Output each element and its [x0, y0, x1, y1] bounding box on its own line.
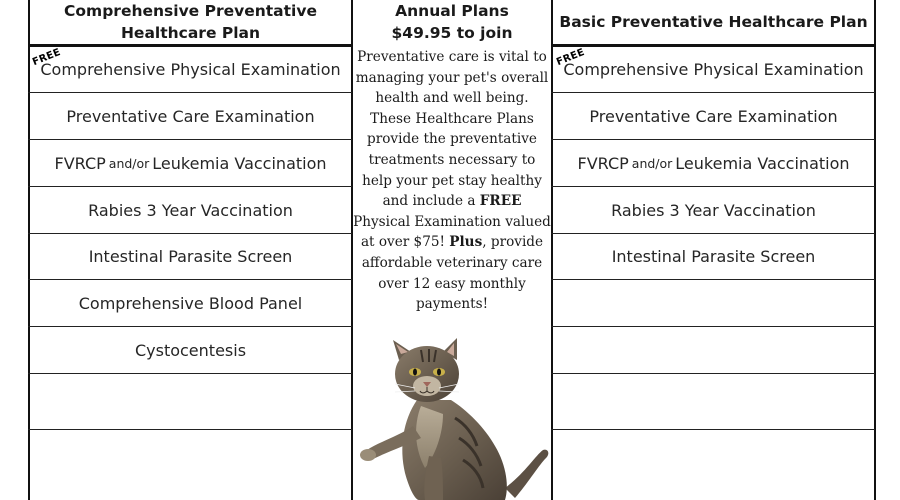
description-text: Preventative care is vital to managing your pet's overall health and well being. These Healthcare Plans provide the preventative treatments necessary to help your pet stay healthy and include a: [355, 49, 549, 210]
item-label: FVRCP: [577, 153, 629, 173]
vaccine-connector: and/or: [631, 155, 673, 171]
comprehensive-item: [30, 234, 351, 279]
item-label: Rabies 3 Year Vaccination: [611, 200, 816, 220]
row-line: [551, 326, 875, 327]
basic-plan-header: [553, 0, 874, 44]
basic-item: [553, 47, 874, 92]
comprehensive-item: [30, 140, 351, 186]
item-label: Intestinal Parasite Screen: [611, 247, 816, 266]
tabby-cat-image: [355, 338, 555, 500]
item-label: Comprehensive Physical Examination: [40, 60, 341, 79]
item-label: Rabies 3 Year Vaccination: [88, 200, 293, 220]
table-border-right: [874, 0, 876, 500]
basic-item: [553, 187, 874, 233]
item-label: Intestinal Parasite Screen: [88, 247, 293, 266]
item-label: FVRCP: [54, 153, 106, 173]
annual-plans-header: [353, 0, 551, 44]
comprehensive-item: [30, 187, 351, 233]
item-label: Cystocentesis: [134, 340, 247, 360]
plan-description: [353, 47, 551, 315]
comprehensive-item: [30, 280, 351, 326]
annual-plans-price: $49.95 to join: [391, 24, 513, 42]
description-free: FREE: [479, 193, 522, 210]
description-text: Physical Examination valued at over $75!: [353, 213, 551, 251]
vaccine-connector: and/or: [108, 155, 150, 171]
row-line: [551, 429, 875, 430]
item-label: Preventative Care Examination: [66, 106, 315, 126]
annual-plans-title: Annual Plans: [395, 2, 509, 20]
basic-item: [553, 234, 874, 279]
row-line: [551, 279, 875, 280]
comprehensive-plan-title: Comprehensive Preventative Healthcare Plan: [64, 2, 317, 42]
item-label: Preventative Care Examination: [589, 106, 838, 126]
item-label-tail: Leukemia Vaccination: [675, 153, 850, 173]
basic-item: [553, 93, 874, 139]
description-plus: Plus: [449, 234, 483, 251]
basic-plan-title: Basic Preventative Healthcare Plan: [559, 13, 868, 31]
row-line: [28, 373, 352, 374]
comprehensive-plan-header: [30, 0, 351, 44]
comprehensive-item: [30, 47, 351, 92]
comprehensive-item: [30, 327, 351, 373]
row-line: [551, 373, 875, 374]
description-text: , provide affordable veterinary care over 12 easy monthly payments!: [361, 234, 544, 313]
item-label-tail: Leukemia Vaccination: [152, 153, 327, 173]
basic-item: [553, 140, 874, 186]
item-label: Comprehensive Blood Panel: [78, 293, 303, 313]
item-label: Comprehensive Physical Examination: [563, 60, 864, 79]
free-badge-comprehensive: FREE: [31, 46, 63, 69]
row-line: [28, 429, 352, 430]
free-badge-basic: FREE: [555, 46, 587, 69]
comprehensive-item: [30, 93, 351, 139]
